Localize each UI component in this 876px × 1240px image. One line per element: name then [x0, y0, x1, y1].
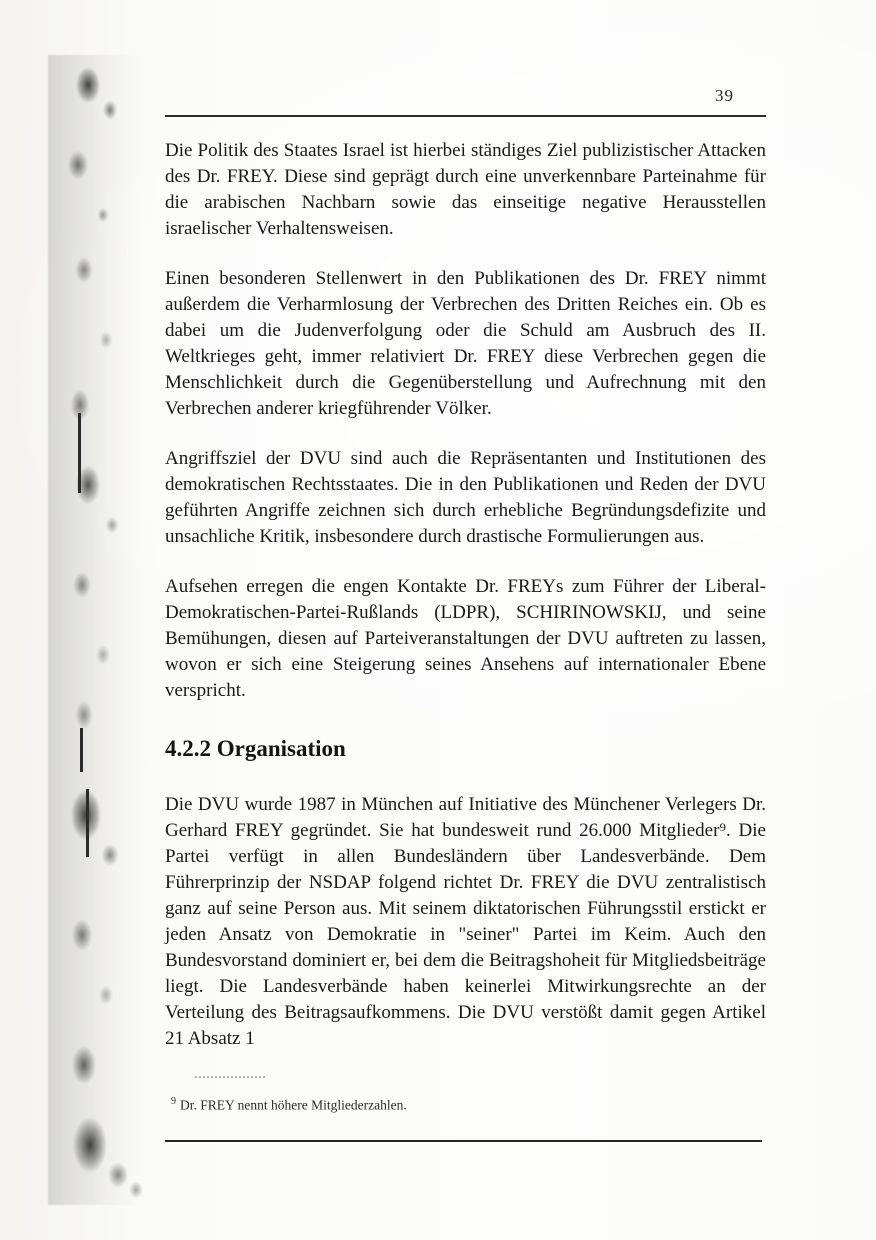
paragraph-5: Die DVU wurde 1987 in München auf Initiative des Münchener Verlegers Dr. Gerhard FREY gegründet. Sie hat bundesweit rund 26.000 Mitglieder⁹. Die Partei verfügt in allen Bundesländern über Landesverbände. Dem Führerprinzip der NSDAP folgend richtet Dr. FREY die DVU zentralistisch ganz auf seine Person aus. Mit seinem diktatorischen Führungsstil erstickt er jeden Ansatz von Demokratie in "seiner" Partei im Keim. Auch den Bundesvorstand dominiert er, bei dem die Beitragshoheit für Mitgliedsbeiträge liegt. Die Landesverbände haben keinerlei Mitwirkungsrechte an der Verteilung des Beitragsaufkommens. Die DVU verstößt damit gegen Artikel 21 Absatz 1 [165, 794, 766, 1049]
page-content [165, 86, 766, 1142]
paragraph-1: Die Politik des Staates Israel ist hierbei ständiges Ziel publizistischer Attacken des Dr. FREY. Diese sind geprägt durch eine unverkennbare Parteinahme für die arabischen Nachbarn sowie das einseitige negative Herausstellen israelischer Verhaltensweisen. [165, 140, 766, 239]
paragraph-4: Aufsehen erregen die engen Kontakte Dr. FREYs zum Führer der Liberal-Demokratischen-Partei-Rußlands (LDPR), SCHIRINOWSKIJ, und seine Bemühungen, diesen auf Parteiveranstaltungen der DVU auftreten zu lassen, wovon er sich eine Steigerung seines Ansehens auf internationaler Ebene verspricht. [165, 576, 766, 701]
margin-mark-1 [78, 413, 81, 493]
header-rule [165, 115, 766, 117]
footnote-text: Dr. FREY nennt höhere Mitgliederzahlen. [180, 1097, 407, 1113]
footnote-marker: 9 [171, 1096, 176, 1107]
footnote [171, 1096, 766, 1114]
section-heading: 4.2.2 Organisation [165, 736, 346, 761]
body-text [165, 138, 766, 1052]
footnote-area [165, 1076, 766, 1114]
paragraph-3: Angriffsziel der DVU sind auch die Repräsentanten und Institutionen des demokratischen Rechtsstaates. Die in den Publikationen und Reden der DVU geführten Angriffe zeichnen sich durch erhebliche Begründungsdefizite und unsachliche Kritik, insbesondere durch drastische Formulierungen aus. [165, 448, 766, 547]
bottom-rule [165, 1140, 762, 1142]
margin-mark-2 [80, 728, 83, 772]
paragraph-2: Einen besonderen Stellenwert in den Publikationen des Dr. FREY nimmt außerdem die Verharmlosung der Verbrechen des Dritten Reiches ein. Ob es dabei um die Judenverfolgung oder die Schuld am Ausbruch des II. Weltkrieges geht, immer relativiert Dr. FREY diese Verbrechen gegen die Menschlichkeit durch die Gegenüberstellung und Aufrechnung mit den Verbrechen anderer kriegführender Völker. [165, 268, 766, 419]
footnote-separator-smudge [195, 1076, 265, 1078]
margin-mark-3 [86, 789, 89, 857]
page-number: 39 [715, 86, 734, 105]
scan-artifact-left-edge [48, 55, 158, 1205]
